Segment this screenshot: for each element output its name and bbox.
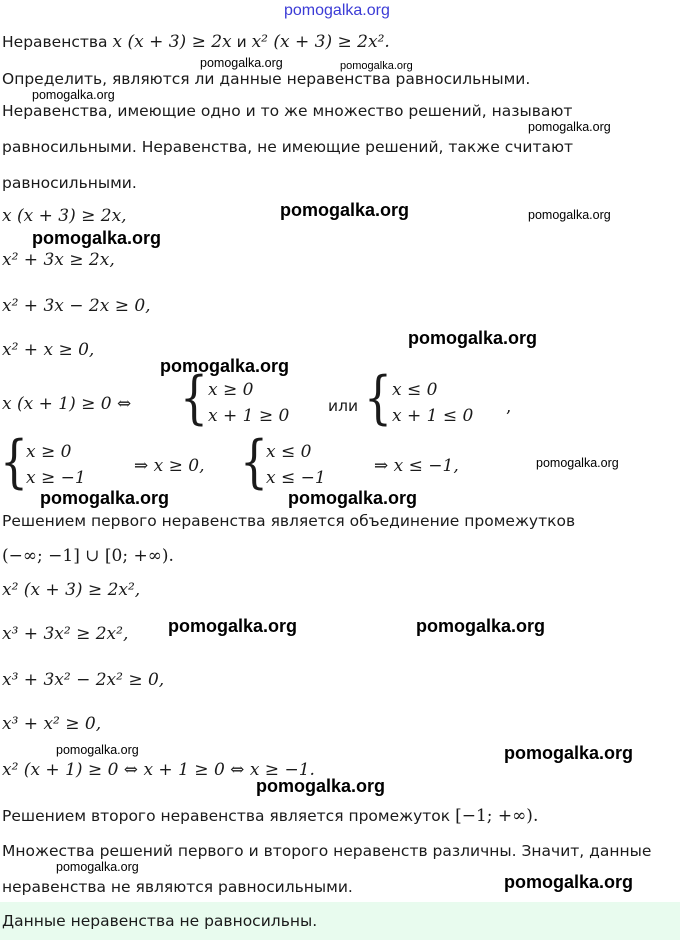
system-b-row-1: x ≤ 0 xyxy=(392,380,438,400)
final-line-2: неравенства не являются равносильными. xyxy=(2,878,353,896)
watermark: pomogalka.org xyxy=(528,120,611,134)
brace-icon: { xyxy=(240,429,268,496)
brace-icon: { xyxy=(364,365,392,432)
watermark: pomogalka.org xyxy=(288,488,418,508)
system-c-row-2: x ≥ −1 xyxy=(26,468,86,488)
step-1-4: x² + x ≥ 0, xyxy=(2,340,95,360)
brace-icon: { xyxy=(0,429,28,496)
brace-icon: { xyxy=(180,365,208,432)
step-2-1: x² (x + 3) ≥ 2x², xyxy=(2,580,141,600)
and-word: и xyxy=(236,33,247,51)
problem-statement xyxy=(2,32,390,52)
task-text: Определить, являются ли данные неравенства равносильными. xyxy=(2,70,531,88)
or-word: или xyxy=(328,397,359,415)
definition-line-1: Неравенства, имеющие одно и то же множество решений, называют xyxy=(2,102,573,120)
trailing-comma: , xyxy=(506,397,512,417)
system-a-row-1: x ≥ 0 xyxy=(208,380,254,400)
watermark: pomogalka.org xyxy=(40,488,170,508)
step-2-4: x³ + x² ≥ 0, xyxy=(2,714,102,734)
step-2-2: x³ + 3x² ≥ 2x², xyxy=(2,624,129,644)
watermark: pomogalka.org xyxy=(408,328,538,348)
watermark: pomogalka.org xyxy=(504,743,634,763)
watermark: pomogalka.org xyxy=(168,616,298,636)
step-1-1: x (x + 3) ≥ 2x, xyxy=(2,206,127,226)
watermark: pomogalka.org xyxy=(200,56,283,70)
watermark: pomogalka.org xyxy=(536,456,619,470)
system-a-row-2: x + 1 ≥ 0 xyxy=(208,406,290,426)
watermark: pomogalka.org xyxy=(32,228,162,248)
step-1-5-lhs: x (x + 1) ≥ 0 ⇔ xyxy=(2,394,132,414)
inequality-2: x² (x + 3) ≥ 2x². xyxy=(251,32,390,52)
implication-2: ⇒ x ≤ −1, xyxy=(374,456,459,476)
watermark: pomogalka.org xyxy=(56,743,139,757)
system-d-row-1: x ≤ 0 xyxy=(266,442,312,462)
watermark: pomogalka.org xyxy=(256,776,386,796)
conclusion-2-text: Решением второго неравенства является промежуток xyxy=(2,807,451,825)
system-d-row-2: x ≤ −1 xyxy=(266,468,326,488)
interval-result: [−1; +∞). xyxy=(455,806,539,826)
answer-text: Данные неравенства не равносильны. xyxy=(2,912,318,930)
system-c-row-1: x ≥ 0 xyxy=(26,442,72,462)
problem-lead: Неравенства xyxy=(2,33,108,51)
union-result: (−∞; −1] ∪ [0; +∞). xyxy=(2,546,174,566)
inequality-1: x (x + 3) ≥ 2x xyxy=(112,32,232,52)
conclusion-2 xyxy=(2,806,538,826)
definition-line-3: равносильными. xyxy=(2,174,137,192)
answer-box xyxy=(0,902,680,940)
watermark: pomogalka.org xyxy=(340,60,413,72)
definition-line-2: равносильными. Неравенства, не имеющие решений, также считают xyxy=(2,138,574,156)
system-b-row-2: x + 1 ≤ 0 xyxy=(392,406,474,426)
step-1-3: x² + 3x − 2x ≥ 0, xyxy=(2,296,151,316)
step-1-2: x² + 3x ≥ 2x, xyxy=(2,250,115,270)
implication-1: ⇒ x ≥ 0, xyxy=(134,456,205,476)
watermark: pomogalka.org xyxy=(56,860,139,874)
final-line-1: Множества решений первого и второго неравенств различны. Значит, данные xyxy=(2,842,652,860)
watermark: pomogalka.org xyxy=(416,616,546,636)
watermark: pomogalka.org xyxy=(528,208,611,222)
watermark: pomogalka.org xyxy=(32,88,115,102)
step-2-3: x³ + 3x² − 2x² ≥ 0, xyxy=(2,670,165,690)
conclusion-1: Решением первого неравенства является объединение промежутков xyxy=(2,512,576,530)
step-2-5: x² (x + 1) ≥ 0 ⇔ x + 1 ≥ 0 ⇔ x ≥ −1. xyxy=(2,760,315,780)
watermark-top: pomogalka.org xyxy=(284,2,390,19)
watermark: pomogalka.org xyxy=(280,200,410,220)
watermark: pomogalka.org xyxy=(504,872,634,892)
watermark: pomogalka.org xyxy=(160,356,290,376)
